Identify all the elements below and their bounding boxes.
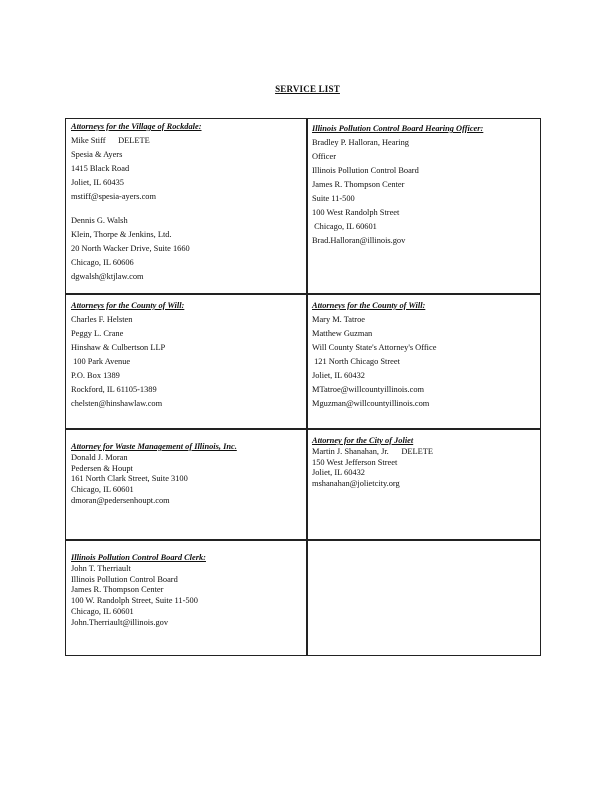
cell-header: Attorneys for the Village of Rockdale: [71, 122, 202, 131]
agency-name: Illinois Pollution Control Board [312, 166, 419, 175]
attorney-name: Peggy L. Crane [71, 329, 124, 338]
suite: Suite 11-500 [312, 194, 355, 203]
city-state-zip: Chicago, IL 60601 [71, 485, 134, 495]
page-title: SERVICE LIST [275, 84, 340, 94]
row-divider [66, 428, 540, 430]
street-address: 150 West Jefferson Street [312, 457, 398, 467]
row-divider [66, 293, 540, 295]
po-box: P.O. Box 1389 [71, 371, 120, 380]
attorney-name: Martin J. Shanahan, Jr. DELETE [312, 446, 433, 456]
city-state-zip: Rockford, IL 61105-1389 [71, 385, 157, 394]
email-address: mstiff@spesia-ayers.com [71, 192, 157, 201]
cell-header: Attorney for the City of Joliet [312, 436, 414, 445]
street-address: 1415 Black Road [71, 164, 130, 173]
cell-header: Illinois Pollution Control Board Hearing Officer: [312, 124, 484, 133]
cell-village-of-rockdale [71, 120, 202, 284]
city-state-zip: Joliet, IL 60432 [312, 371, 365, 380]
building-name: James R. Thompson Center [71, 585, 164, 595]
cell-header: Attorney for Waste Management of Illinois, Inc. [71, 442, 237, 451]
cell-county-of-will-states-attorney [312, 299, 436, 411]
firm-name: Pedersen & Houpt [71, 463, 133, 473]
cell-header: Attorneys for the County of Will: [312, 301, 426, 310]
clerk-name: John T. Therriault [71, 563, 131, 573]
firm-name: Spesia & Ayers [71, 150, 123, 159]
city-state-zip: Chicago, IL 60606 [71, 258, 134, 267]
building-name: James R. Thompson Center [312, 180, 405, 189]
street-address: 121 North Chicago Street [312, 357, 400, 366]
email-address: chelsten@hinshawlaw.com [71, 399, 163, 408]
attorney-name: Dennis G. Walsh [71, 216, 128, 225]
street-address: 20 North Wacker Drive, Suite 1660 [71, 244, 190, 253]
email-address: Brad.Halloran@illinois.gov [312, 236, 406, 245]
city-state-zip: Joliet, IL 60432 [312, 468, 365, 478]
street-address: 161 North Clark Street, Suite 3100 [71, 474, 188, 484]
email-address: mshanahan@jolietcity.org [312, 479, 400, 489]
column-divider [306, 119, 308, 655]
city-state-zip: Chicago, IL 60601 [71, 606, 134, 616]
officer-title: Officer [312, 152, 337, 161]
agency-name: Illinois Pollution Control Board [71, 574, 178, 584]
email-address: dgwalsh@ktjlaw.com [71, 272, 144, 281]
cell-hearing-officer [312, 122, 483, 248]
email-address: dmoran@pedersenhoupt.com [71, 495, 170, 505]
attorney-name: Mike Stiff DELETE [71, 136, 150, 145]
city-state-zip: Joliet, IL 60435 [71, 178, 124, 187]
row-divider [66, 539, 540, 541]
attorney-name: Charles F. Helsten [71, 315, 133, 324]
cell-city-of-joliet [312, 436, 433, 490]
cell-header: Attorneys for the County of Will: [71, 301, 185, 310]
firm-name: Klein, Thorpe & Jenkins, Ltd. [71, 230, 172, 239]
cell-board-clerk [71, 553, 206, 629]
street-address: 100 West Randolph Street [312, 208, 400, 217]
cell-header: Illinois Pollution Control Board Clerk: [71, 553, 206, 562]
office-name: Will County State's Attorney's Office [312, 343, 437, 352]
email-address: Mguzman@willcountyillinois.com [312, 399, 430, 408]
attorney-name: Mary M. Tatroe [312, 315, 365, 324]
firm-name: Hinshaw & Culbertson LLP [71, 343, 166, 352]
attorney-name: Matthew Guzman [312, 329, 373, 338]
attorney-name: Donald J. Moran [71, 452, 128, 462]
city-state-zip: Chicago, IL 60601 [312, 222, 377, 231]
officer-name: Bradley P. Halloran, Hearing [312, 138, 409, 147]
email-address: John.Therriault@illinois.gov [71, 617, 169, 627]
street-address: 100 Park Avenue [71, 357, 131, 366]
service-list-table [65, 118, 541, 656]
cell-waste-management [71, 442, 237, 507]
email-address: MTatroe@willcountyillinois.com [312, 385, 425, 394]
cell-county-of-will-hinshaw [71, 299, 184, 411]
street-address: 100 W. Randolph Street, Suite 11-500 [71, 596, 198, 606]
